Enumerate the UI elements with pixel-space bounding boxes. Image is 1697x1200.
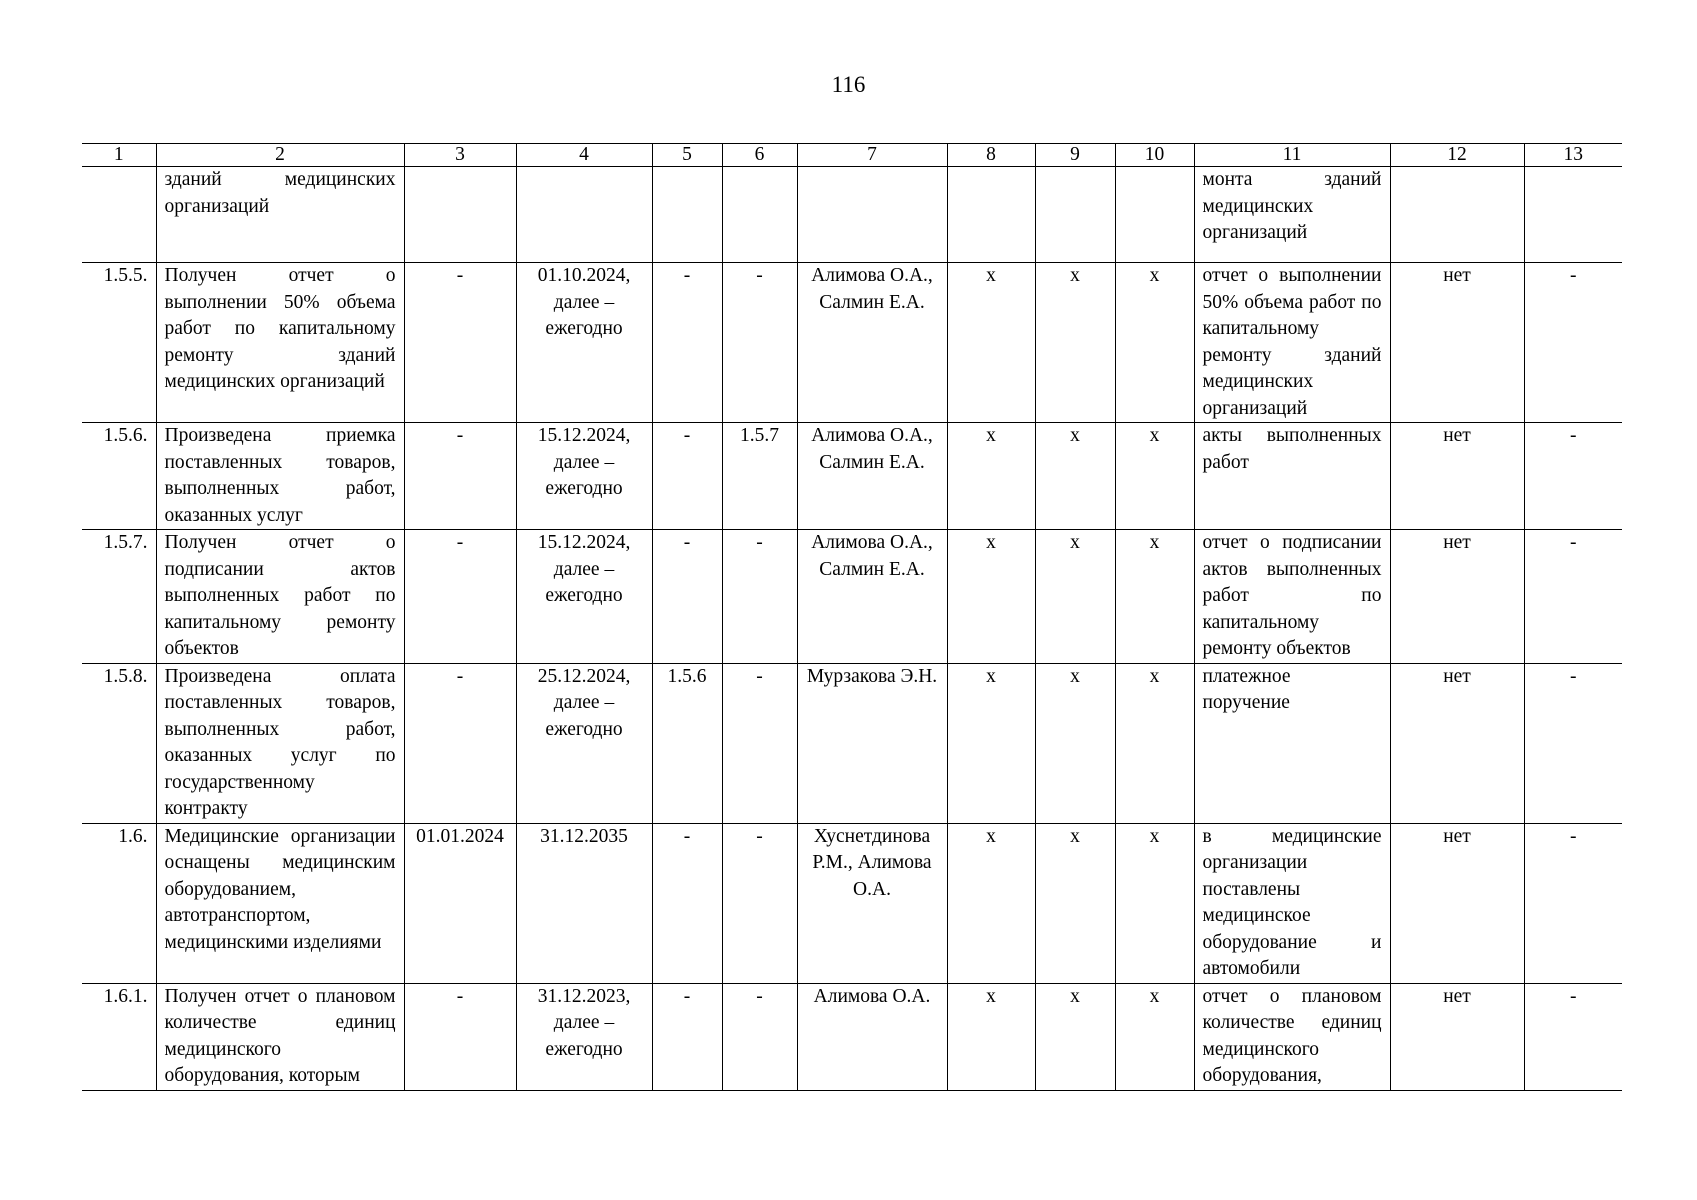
successor: - <box>722 823 797 983</box>
table-row <box>82 167 1622 263</box>
row-number: 1.6. <box>82 823 156 983</box>
cell-9 <box>1035 167 1115 263</box>
cell-12: нет <box>1390 823 1524 983</box>
column-header: 7 <box>797 144 947 167</box>
cell-12 <box>1390 167 1524 263</box>
document-type: отчет о подписании актов выполненных работ по капитальному ремонту объектов <box>1194 530 1390 664</box>
cell-10 <box>1115 167 1194 263</box>
result-name: Получен отчет о плановом количестве единиц медицинского оборудования, которым <box>156 983 404 1090</box>
plan-table <box>82 143 1622 1091</box>
end-date: 25.12.2024, далее – ежегодно <box>516 663 652 823</box>
cell-10: x <box>1115 530 1194 664</box>
successor: - <box>722 263 797 423</box>
column-header: 12 <box>1390 144 1524 167</box>
cell-8: x <box>947 823 1035 983</box>
start-date <box>404 167 516 263</box>
document-type: монта зданий медицинских организаций <box>1194 167 1390 263</box>
result-name: Произведена приемка поставленных товаров, выполненных работ, оказанных услуг <box>156 423 404 530</box>
responsible: Алимова О.А., Салмин Е.А. <box>797 530 947 664</box>
column-header: 13 <box>1524 144 1622 167</box>
result-name: Медицинские организации оснащены медицинским оборудованием, автотранспортом, медицинскими изделиями <box>156 823 404 983</box>
predecessor: - <box>652 423 722 530</box>
table-row <box>82 263 1622 423</box>
predecessor <box>652 167 722 263</box>
document-type: акты выполненных работ <box>1194 423 1390 530</box>
cell-13: - <box>1524 530 1622 664</box>
cell-9: x <box>1035 823 1115 983</box>
successor: - <box>722 983 797 1090</box>
cell-10: x <box>1115 663 1194 823</box>
column-header: 8 <box>947 144 1035 167</box>
start-date: - <box>404 663 516 823</box>
responsible <box>797 167 947 263</box>
cell-12: нет <box>1390 263 1524 423</box>
successor: - <box>722 530 797 664</box>
column-header: 10 <box>1115 144 1194 167</box>
responsible: Алимова О.А., Салмин Е.А. <box>797 263 947 423</box>
end-date: 15.12.2024, далее – ежегодно <box>516 423 652 530</box>
start-date: - <box>404 423 516 530</box>
table-row <box>82 530 1622 664</box>
start-date: - <box>404 530 516 664</box>
cell-12: нет <box>1390 983 1524 1090</box>
result-name: Получен отчет о выполнении 50% объема работ по капитальному ремонту зданий медицинских организаций <box>156 263 404 423</box>
cell-8: x <box>947 983 1035 1090</box>
row-number: 1.5.7. <box>82 530 156 664</box>
cell-13: - <box>1524 823 1622 983</box>
header-row <box>82 144 1622 167</box>
start-date: 01.01.2024 <box>404 823 516 983</box>
predecessor: - <box>652 983 722 1090</box>
column-header: 5 <box>652 144 722 167</box>
predecessor: - <box>652 263 722 423</box>
responsible: Алимова О.А. <box>797 983 947 1090</box>
cell-13 <box>1524 167 1622 263</box>
column-header: 4 <box>516 144 652 167</box>
predecessor: - <box>652 823 722 983</box>
predecessor: 1.5.6 <box>652 663 722 823</box>
result-name: зданий медицинских организаций <box>156 167 404 263</box>
cell-13: - <box>1524 983 1622 1090</box>
result-name: Получен отчет о подписании актов выполненных работ по капитальному ремонту объектов <box>156 530 404 664</box>
successor: 1.5.7 <box>722 423 797 530</box>
row-number: 1.6.1. <box>82 983 156 1090</box>
table-row <box>82 423 1622 530</box>
cell-9: x <box>1035 983 1115 1090</box>
responsible: Хуснетдинова Р.М., Алимова О.А. <box>797 823 947 983</box>
end-date: 15.12.2024, далее – ежегодно <box>516 530 652 664</box>
table-row <box>82 823 1622 983</box>
column-header: 1 <box>82 144 156 167</box>
cell-10: x <box>1115 263 1194 423</box>
document-type: в медицинские организации поставлены медицинское оборудование и автомобили <box>1194 823 1390 983</box>
cell-13: - <box>1524 423 1622 530</box>
row-number: 1.5.5. <box>82 263 156 423</box>
start-date: - <box>404 263 516 423</box>
end-date: 31.12.2035 <box>516 823 652 983</box>
successor: - <box>722 663 797 823</box>
document-type: отчет о плановом количестве единиц медицинского оборудования, <box>1194 983 1390 1090</box>
cell-8: x <box>947 423 1035 530</box>
document-type: отчет о выполнении 50% объема работ по капитальному ремонту зданий медицинских организаций <box>1194 263 1390 423</box>
cell-8: x <box>947 663 1035 823</box>
document-type: платежное поручение <box>1194 663 1390 823</box>
column-header: 2 <box>156 144 404 167</box>
end-date: 31.12.2023, далее – ежегодно <box>516 983 652 1090</box>
cell-12: нет <box>1390 530 1524 664</box>
cell-9: x <box>1035 663 1115 823</box>
page-number: 116 <box>831 72 866 97</box>
column-header: 9 <box>1035 144 1115 167</box>
result-name: Произведена оплата поставленных товаров, выполненных работ, оказанных услуг по государственному контракту <box>156 663 404 823</box>
predecessor: - <box>652 530 722 664</box>
responsible: Алимова О.А., Салмин Е.А. <box>797 423 947 530</box>
cell-13: - <box>1524 663 1622 823</box>
cell-8: x <box>947 530 1035 664</box>
row-number <box>82 167 156 263</box>
cell-10: x <box>1115 823 1194 983</box>
cell-8 <box>947 167 1035 263</box>
column-header: 3 <box>404 144 516 167</box>
table-row <box>82 983 1622 1090</box>
end-date <box>516 167 652 263</box>
responsible: Мурзакова Э.Н. <box>797 663 947 823</box>
successor <box>722 167 797 263</box>
row-number: 1.5.6. <box>82 423 156 530</box>
column-header: 11 <box>1194 144 1390 167</box>
cell-10: x <box>1115 983 1194 1090</box>
cell-9: x <box>1035 263 1115 423</box>
end-date: 01.10.2024, далее – ежегодно <box>516 263 652 423</box>
cell-12: нет <box>1390 423 1524 530</box>
cell-8: x <box>947 263 1035 423</box>
cell-9: x <box>1035 423 1115 530</box>
cell-10: x <box>1115 423 1194 530</box>
cell-12: нет <box>1390 663 1524 823</box>
column-header: 6 <box>722 144 797 167</box>
cell-13: - <box>1524 263 1622 423</box>
row-number: 1.5.8. <box>82 663 156 823</box>
cell-9: x <box>1035 530 1115 664</box>
table-row <box>82 663 1622 823</box>
start-date: - <box>404 983 516 1090</box>
